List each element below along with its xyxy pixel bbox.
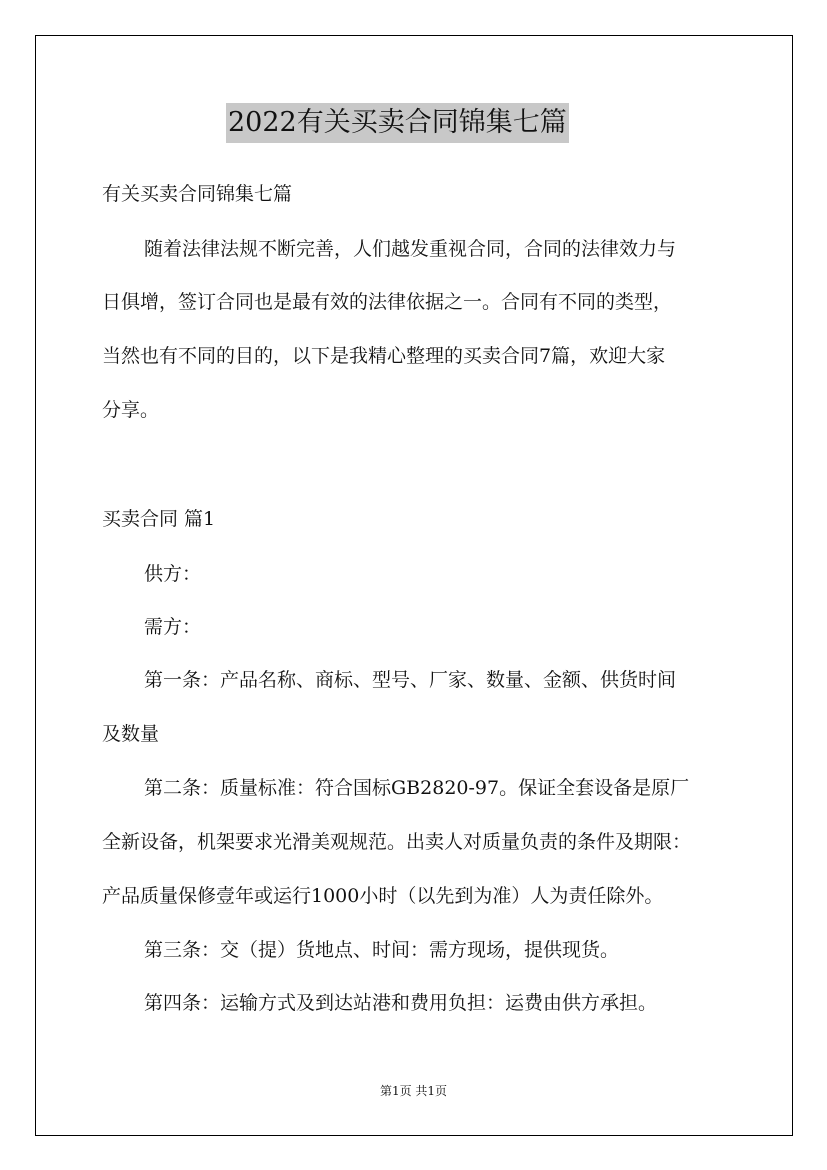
body-line-article-1: 第一条：产品名称、商标、型号、厂家、数量、金额、供货时间 bbox=[144, 669, 677, 691]
intro-line-4: 分享。 bbox=[102, 399, 160, 421]
intro-line-2: 日俱增，签订合同也是最有效的法律依据之一。合同有不同的类型， bbox=[102, 291, 673, 313]
body-line-buyer: 需方： bbox=[144, 616, 202, 638]
body-line-article-2: 第二条：质量标准：符合国标GB2820-97。保证全套设备是原厂 bbox=[144, 777, 690, 799]
section-heading: 买卖合同 篇1 bbox=[102, 508, 216, 530]
body-line-article-2-cont-2: 产品质量保修壹年或运行1000小时（以先到为准）人为责任除外。 bbox=[102, 885, 664, 907]
document-subtitle: 有关买卖合同锦集七篇 bbox=[102, 183, 293, 205]
body-line-article-4: 第四条：运输方式及到达站港和费用负担：运费由供方承担。 bbox=[144, 992, 658, 1014]
intro-line-3: 当然也有不同的目的，以下是我精心整理的买卖合同7篇，欢迎大家 bbox=[102, 345, 666, 367]
body-line-article-2-cont-1: 全新设备，机架要求光滑美观规范。出卖人对质量负责的条件及期限： bbox=[102, 831, 692, 853]
body-line-article-1-cont: 及数量 bbox=[102, 723, 160, 745]
body-line-supplier: 供方： bbox=[144, 563, 202, 585]
intro-line-1: 随着法律法规不断完善，人们越发重视合同，合同的法律效力与 bbox=[144, 238, 677, 260]
document-title: 2022有关买卖合同锦集七篇 bbox=[226, 103, 569, 143]
page-footer: 第1页 共1页 bbox=[379, 1084, 448, 1098]
body-line-article-3: 第三条：交（提）货地点、时间：需方现场，提供现货。 bbox=[144, 939, 620, 961]
